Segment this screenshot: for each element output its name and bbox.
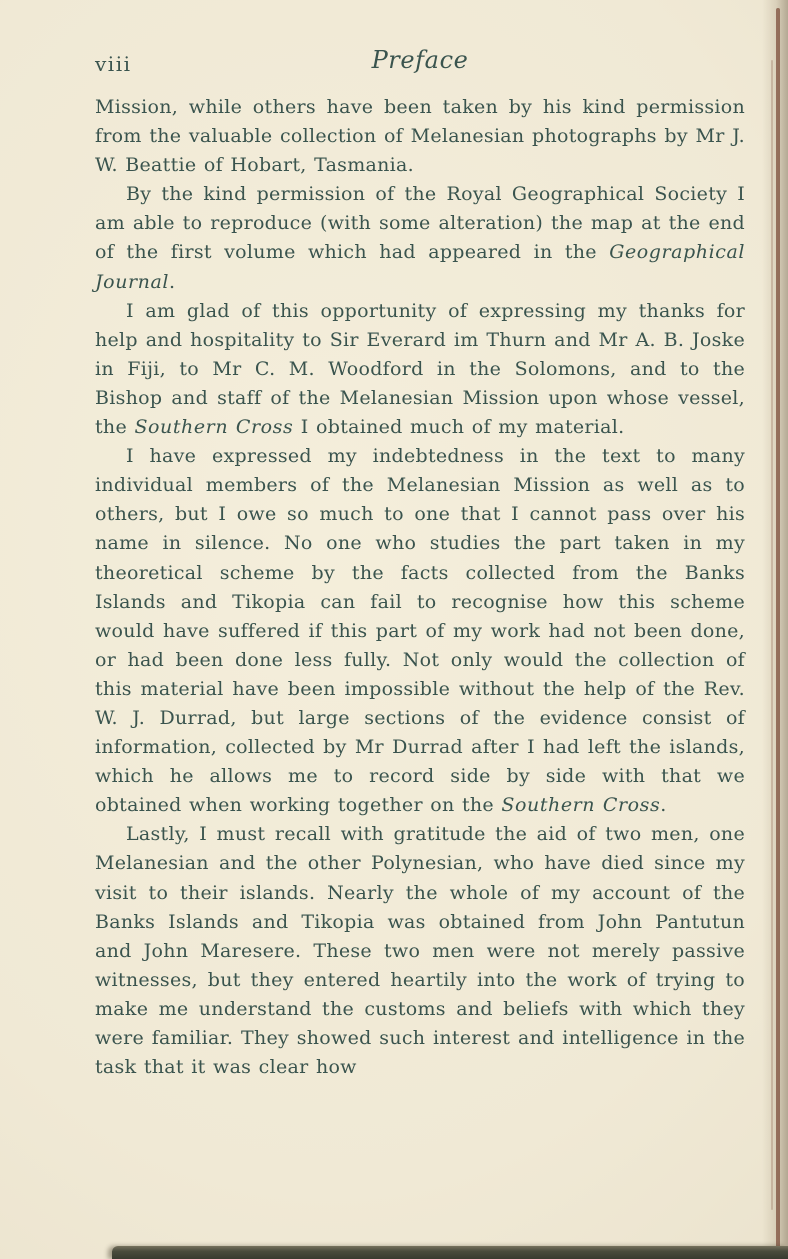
- italic-text: Geographical Journal: [95, 241, 745, 293]
- paragraph: [95, 442, 745, 820]
- page-header: [95, 46, 745, 80]
- paragraph: [95, 297, 745, 442]
- bottom-page-edge: [112, 1246, 788, 1259]
- text-run: Lastly, I must recall with gratitude the aid of two men, one Melanesian and the other Polynesian, who have died since my visit to their islands. Nearly the whole of my account of the Banks Islands and Tikopia was obtained from John Pantutun and John Maresere. These two men were not merely passive witnesses, but they entered heartily into the work of trying to make me understand the customs and beliefs with which they were familiar. They showed such interest and intelligence in the task that it was clear how: [95, 823, 745, 1079]
- italic-text: Southern Cross: [501, 794, 661, 817]
- italic-text: Southern Cross: [134, 416, 294, 439]
- paragraph: [95, 820, 745, 1082]
- paragraph: [95, 180, 745, 296]
- text-run: .: [660, 794, 667, 817]
- text-run: Mission, while others have been taken by his kind permission from the valuable collection of Melanesian photographs by Mr J. W. Beattie of Hobart, Tasmania.: [95, 96, 745, 177]
- text-run: By the kind permission of the Royal Geographical Society I am able to reproduce (with some alteration) the map at the end of the first volume which had appeared in the: [95, 183, 745, 264]
- text-run: .: [169, 270, 176, 293]
- page-title: Preface: [371, 46, 469, 74]
- page-number: viii: [95, 52, 132, 76]
- text-run: I obtained much of my material.: [293, 416, 625, 439]
- paragraph: [95, 93, 745, 180]
- body-text: [95, 93, 745, 1082]
- text-run: I am glad of this opportunity of expressing my thanks for help and hospitality to Sir Everard im Thurn and Mr A. B. Joske in Fiji, to Mr C. M. Woodford in the Solomons, and to the Bishop and staff of the Melanesian Mission upon whose vessel, the: [95, 299, 745, 439]
- text-run: I have expressed my indebtedness in the text to many individual members of the Melanesian Mission as well as to others, but I owe so much to one that I cannot pass over his name in silence. No one who studies the part taken in my theoretical scheme by the facts collected from the Banks Islands and Tikopia can fail to recognise how this scheme would have suffered if this part of my work had not been done, or had been done less fully. Not only would the collection of this material have been impossible without the help of the Rev. W. J. Durrad, but large sections of the evidence consist of information, collected by Mr Durrad after I had left the islands, which he allows me to record side by side with that we obtained when working together on the: [95, 445, 745, 817]
